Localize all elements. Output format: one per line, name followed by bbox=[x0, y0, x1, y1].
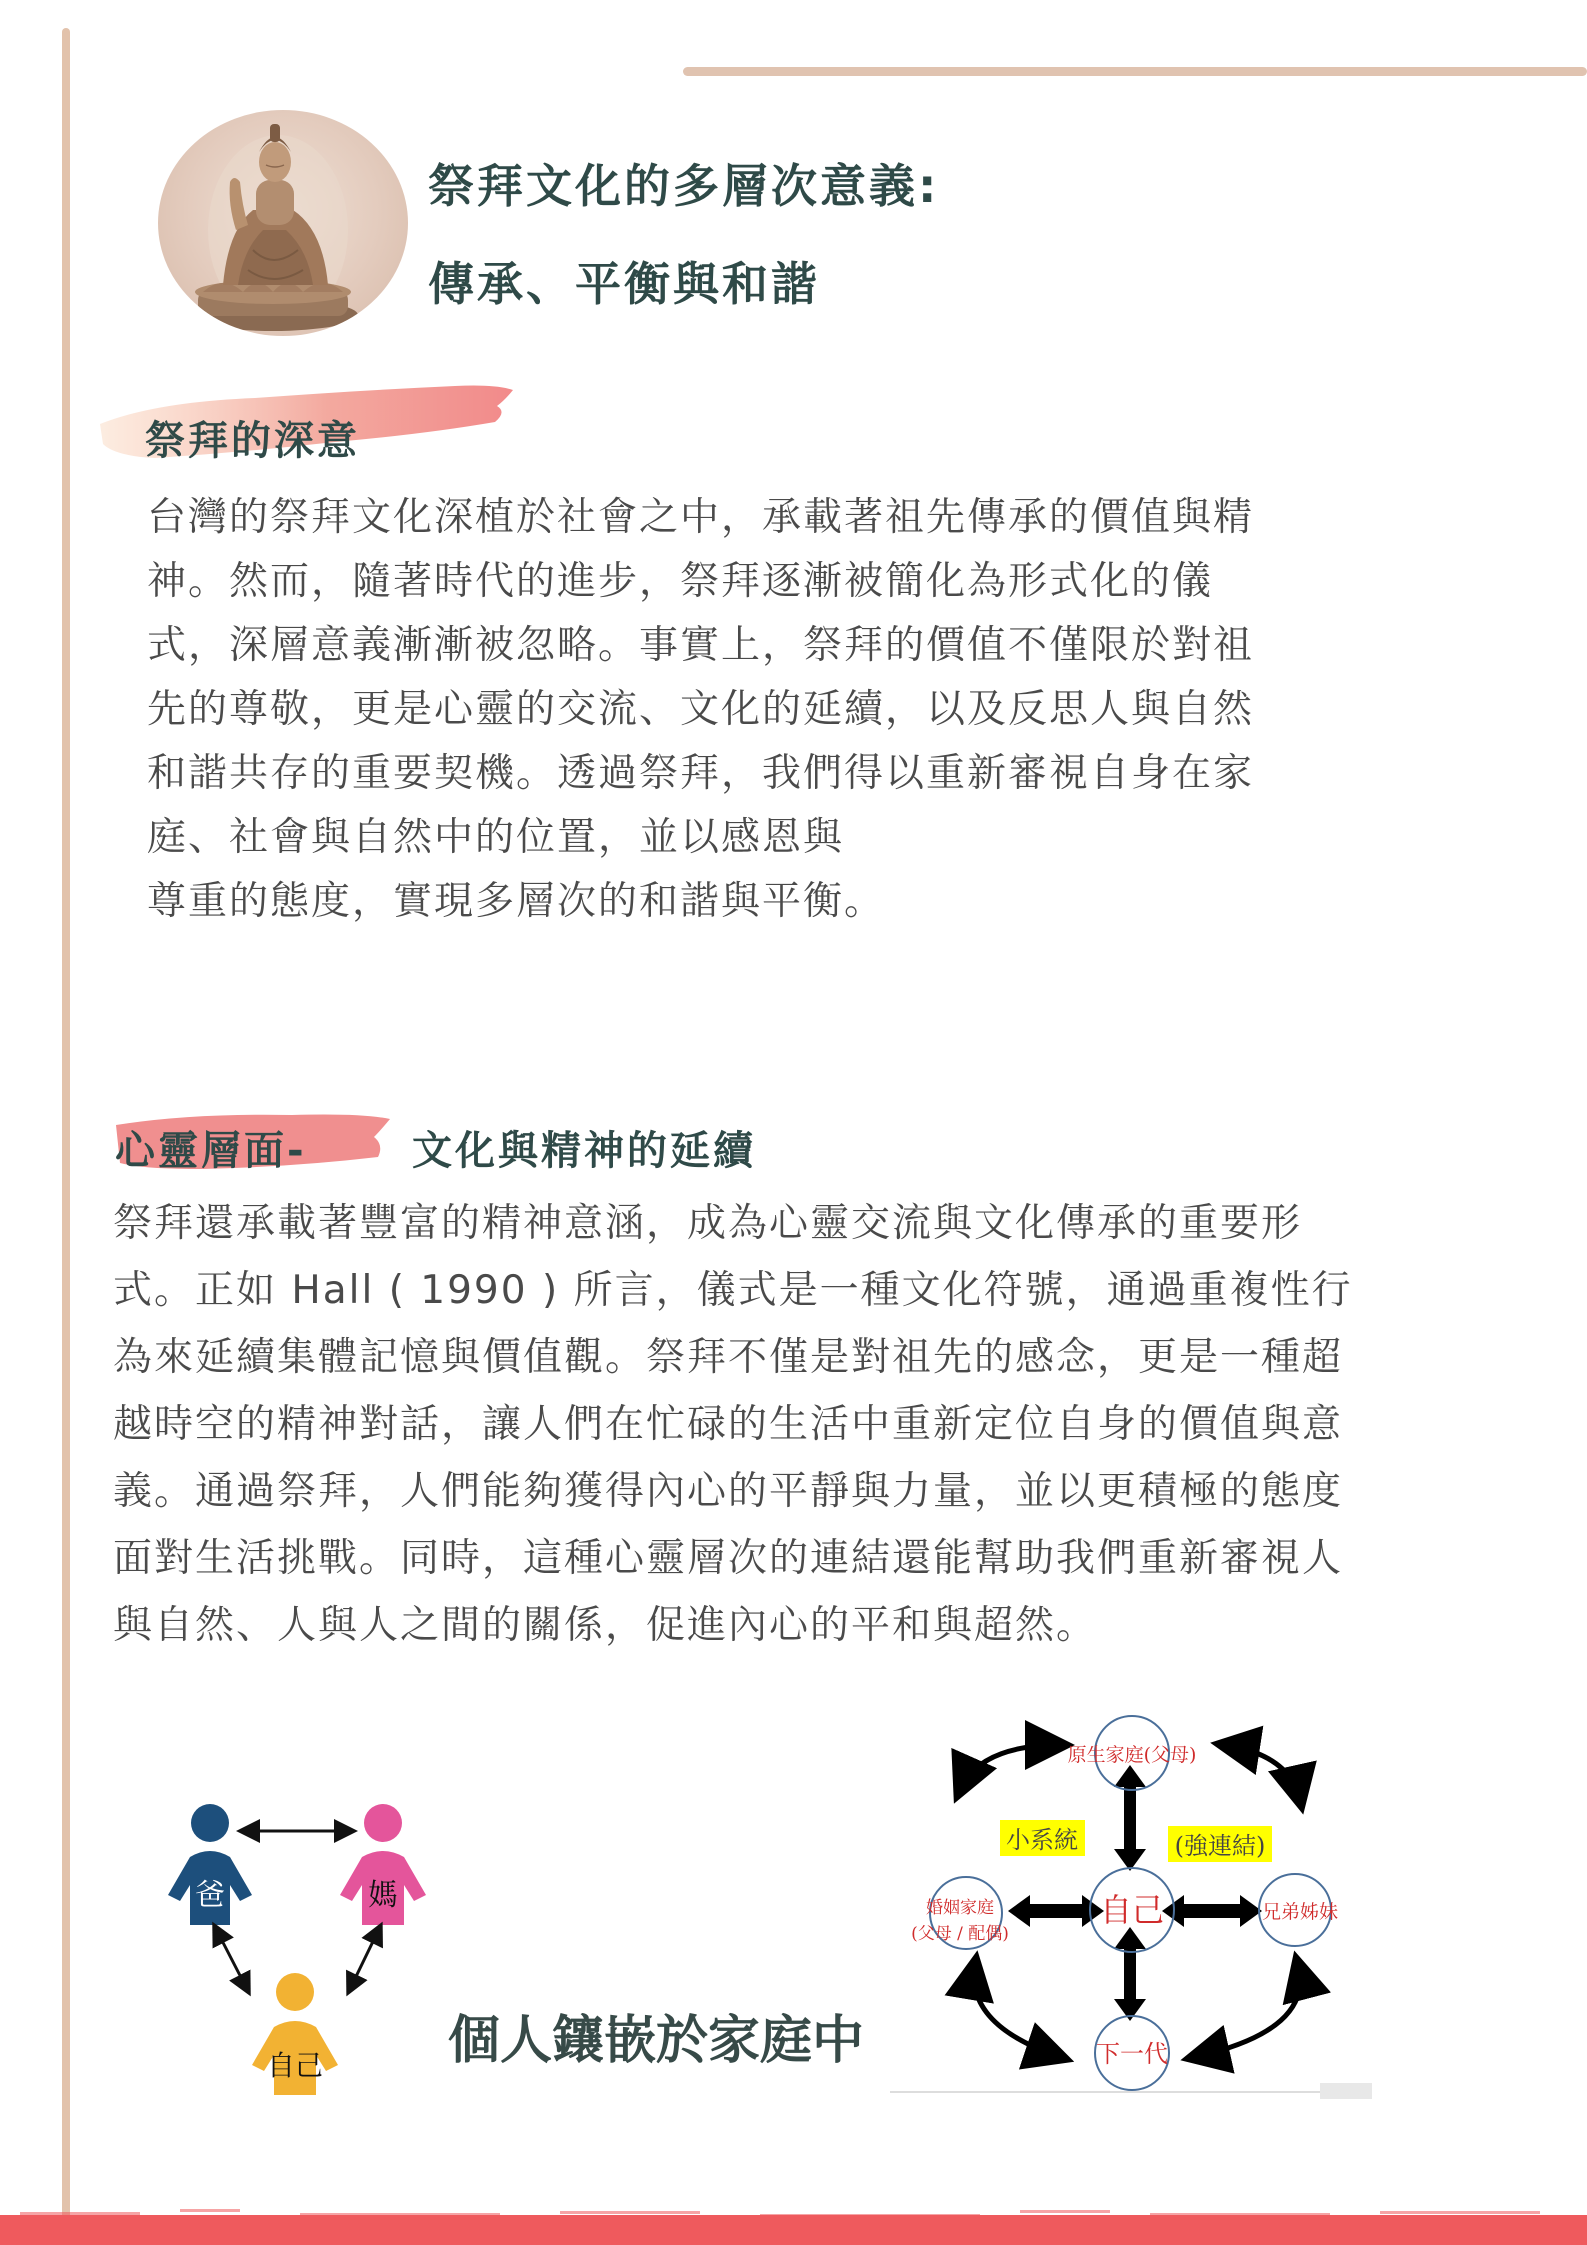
section1-line: 台灣的祭拜文化深植於社會之中，承載著祖先傳承的價值與精 bbox=[147, 495, 1255, 540]
self-label: 自己 bbox=[266, 2049, 324, 2082]
section1-line: 庭、社會與自然中的位置，並以感恩與 bbox=[147, 815, 845, 860]
section1-line: 先的尊敬，更是心靈的交流、文化的延續，以及反思人與自然 bbox=[147, 687, 1255, 732]
section1-heading: 祭拜的深意 bbox=[145, 418, 360, 464]
main-title-line1: 祭拜文化的多層次意義: bbox=[428, 159, 940, 213]
origin-family-node: 原生家庭(父母) bbox=[1067, 1744, 1197, 1766]
section2-line: 祭拜還承載著豐富的精神意涵，成為心靈交流與文化傳承的重要形 bbox=[113, 1201, 1303, 1246]
left-border-line bbox=[62, 28, 70, 2245]
section2-line: 式。正如 Hall ( 1990 ) 所言，儀式是一種文化符號，通過重複性行 bbox=[113, 1268, 1353, 1313]
self-node: 自己 bbox=[1099, 1891, 1165, 1929]
section2-line: 義。通過祭拜，人們能夠獲得內心的平靜與力量，並以更積極的態度 bbox=[113, 1469, 1344, 1514]
main-title-line2: 傳承、平衡與和諧 bbox=[428, 257, 820, 311]
section2-line: 為來延續集體記憶與價值觀。祭拜不僅是對祖先的感念，更是一種超 bbox=[113, 1335, 1344, 1380]
next-generation-node: 下一代 bbox=[1096, 2040, 1168, 2068]
section2-line: 面對生活挑戰。同時，這種心靈層次的連結還能幫助我們重新審視人 bbox=[113, 1536, 1344, 1581]
mother-label: 媽 bbox=[368, 1878, 398, 1913]
section2-heading: 文化與精神的延續 bbox=[412, 1128, 756, 1174]
section2-line: 越時空的精神對話，讓人們在忙碌的生活中重新定位自身的價值與意 bbox=[113, 1402, 1344, 1447]
father-label: 爸 bbox=[195, 1878, 225, 1913]
strong-link-tag: (強連結) bbox=[1174, 1832, 1266, 1860]
diagram-caption: 個人鑲嵌於家庭中 bbox=[448, 2011, 865, 2071]
small-system-tag: 小系統 bbox=[1006, 1826, 1078, 1854]
top-border-line bbox=[683, 67, 1587, 76]
section1-line: 神。然而，隨著時代的進步，祭拜逐漸被簡化為形式化的儀 bbox=[147, 559, 1214, 604]
section2-heading-highlight: 心靈層面- bbox=[115, 1128, 307, 1174]
bottom-red-band bbox=[0, 2215, 1587, 2245]
section2-line: 與自然、人與人之間的關係，促進內心的平和與超然。 bbox=[113, 1603, 1098, 1648]
marriage-family-node-sub: (父母 / 配偶) bbox=[911, 1924, 1009, 1944]
family-people-diagram bbox=[150, 1795, 450, 2125]
section1-line: 和諧共存的重要契機。透過祭拜，我們得以重新審視自身在家 bbox=[147, 751, 1255, 796]
siblings-node: 兄弟姊妹 bbox=[1261, 1901, 1339, 1923]
section1-line: 尊重的態度，實現多層次的和諧與平衡。 bbox=[147, 879, 886, 924]
marriage-family-node: 婚姻家庭 bbox=[926, 1898, 994, 1918]
guanyin-statue-photo bbox=[158, 110, 408, 336]
section1-line: 式，深層意義漸漸被忽略。事實上，祭拜的價值不僅限於對祖 bbox=[147, 623, 1255, 668]
family-system-diagram bbox=[880, 1705, 1385, 2100]
